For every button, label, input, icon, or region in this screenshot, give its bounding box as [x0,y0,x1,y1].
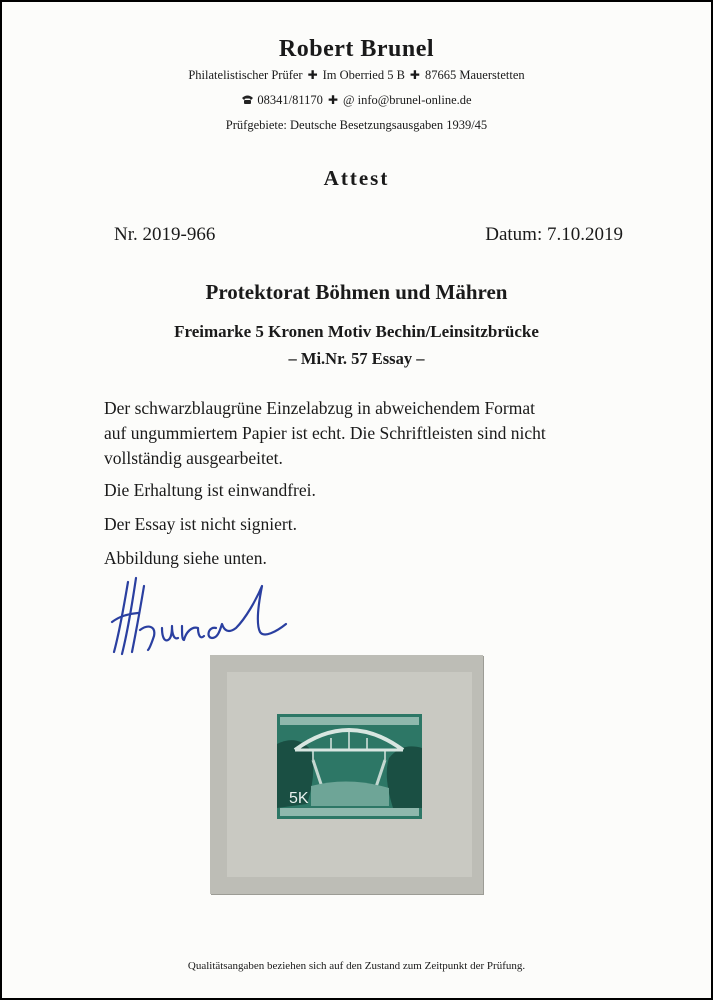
opinion-paragraph [104,396,546,471]
item-territory: Protektorat Böhmen und Mähren [205,280,508,304]
examiner-email: info@brunel-online.de [357,93,472,107]
item-catalog-number: – Mi.Nr. 57 Essay – [288,349,425,368]
footer-note: Qualitätsangaben beziehen sich auf den Zustand zum Zeitpunkt der Prüfung. [187,960,526,972]
examiner-name: Robert Brunel [278,36,435,62]
essay-stamp-image [277,714,422,819]
certificate-date: Datum: 7.10.2019 [485,224,623,245]
separator-cross-icon: ✚ [307,68,318,82]
illustration-note: Abbildung siehe unten. [104,548,267,568]
examiner-profession: Philatelistischer Prüfer [188,68,303,82]
stamp-value-label: 5K [289,790,309,807]
certificate-title: Attest [323,166,390,190]
handwritten-signature [106,570,296,660]
item-description: Freimarke 5 Kronen Motiv Bechin/Leinsitzbrücke [174,322,539,341]
examiner-fields: Prüfgebiete: Deutsche Besetzungsausgaben 1939/45 [225,118,488,132]
examiner-address-line [2,68,711,83]
opinion-line: auf ungummiertem Papier ist echt. Die Schriftleisten sind nicht [104,423,546,443]
opinion-line: vollständig ausgearbeitet. [104,448,283,468]
opinion-line: Der schwarzblaugrüne Einzelabzug in abweichendem Format [104,398,536,418]
examiner-contact-line [2,93,711,109]
signed-statement: Der Essay ist nicht signiert. [104,514,297,534]
separator-cross-icon: ✚ [327,93,338,107]
at-icon: @ [343,93,355,107]
examiner-street: Im Oberried 5 B [322,68,405,82]
condition-statement: Die Erhaltung ist einwandfrei. [104,480,316,500]
certificate-number: Nr. 2019-966 [114,224,216,245]
examiner-phone: 08341/81170 [257,93,323,107]
examiner-city: 87665 Mauerstetten [424,68,525,82]
separator-cross-icon: ✚ [409,68,420,82]
phone-icon [241,94,254,109]
